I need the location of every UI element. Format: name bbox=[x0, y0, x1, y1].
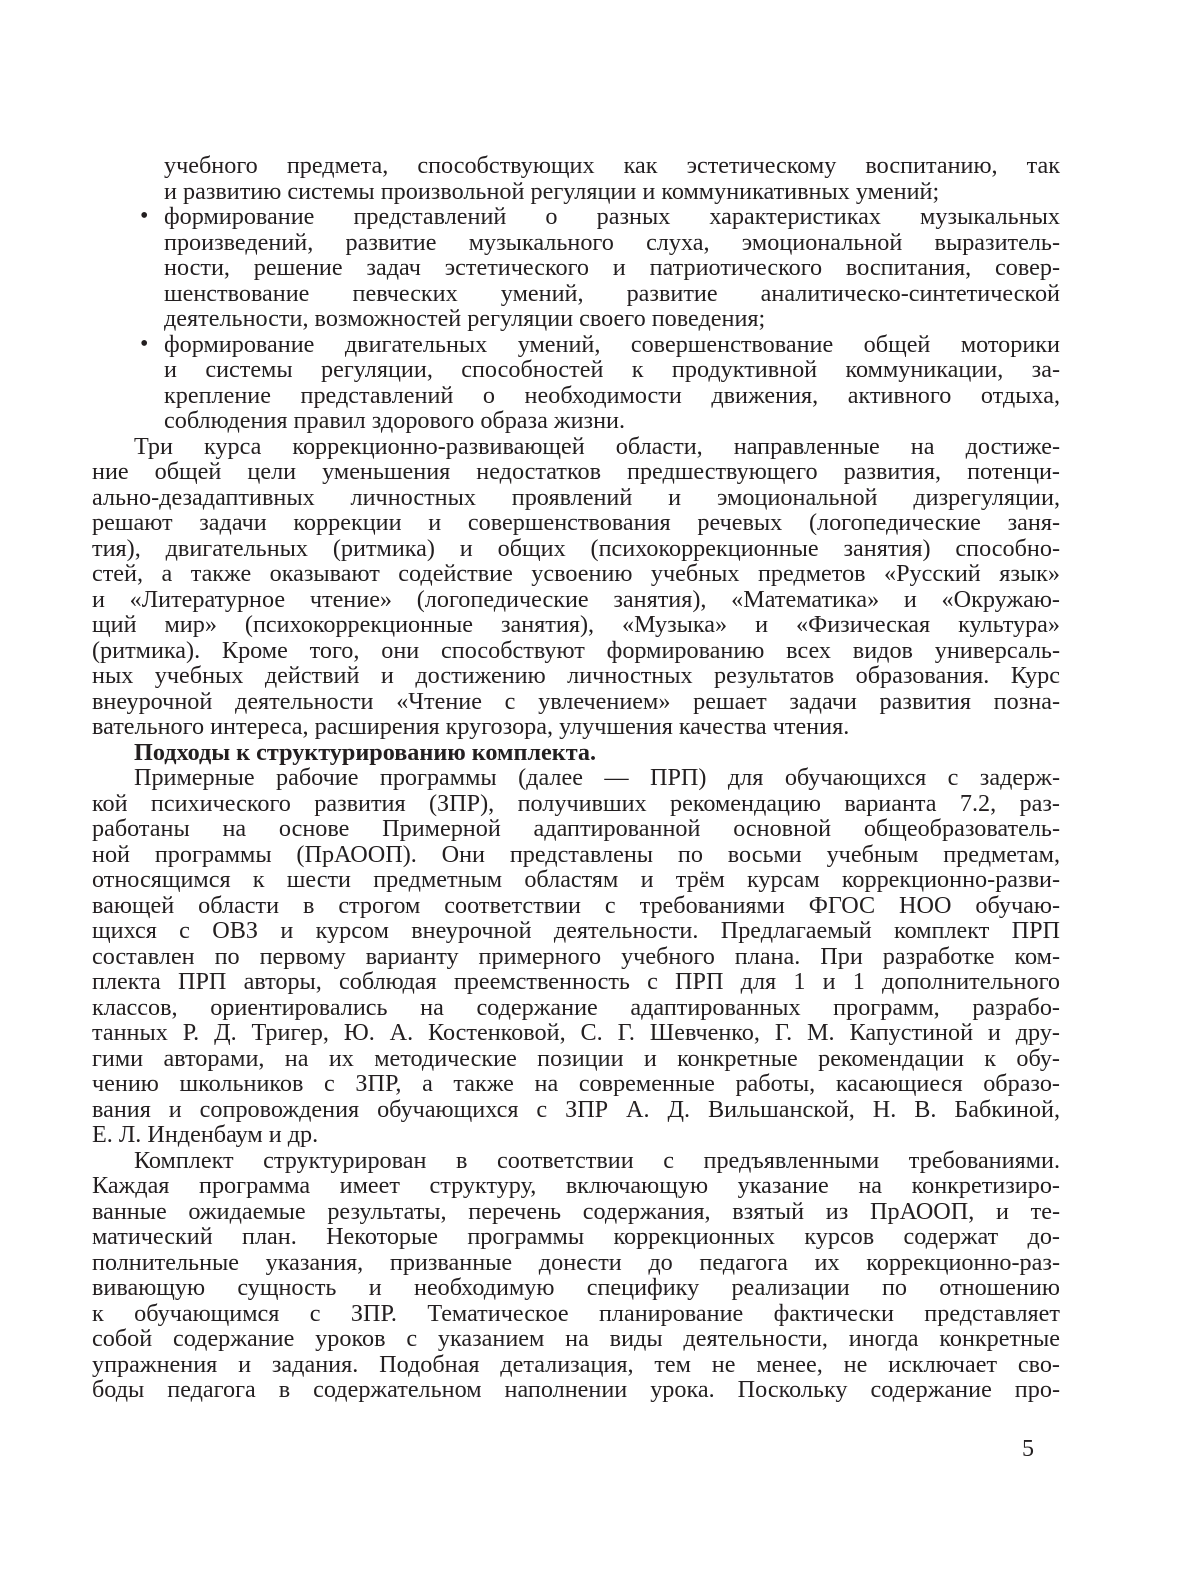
text-line: щихся с ОВЗ и курсом внеурочной деятельности. Предлагаемый комплект ПРП bbox=[92, 917, 1060, 944]
text-line: учебного предмета, способствующих как эстетическому воспитанию, так bbox=[164, 152, 1060, 179]
text-line: (ритмика). Кроме того, они способствуют формированию всех видов универсаль- bbox=[92, 636, 1060, 664]
text-line: собой содержание уроков с указанием на виды деятельности, иногда конкретные bbox=[92, 1325, 1060, 1352]
text-line: ности, решение задач эстетического и патриотического воспитания, совер- bbox=[164, 254, 1060, 281]
text-line: работаны на основе Примерной адаптированной основной общеобразователь- bbox=[92, 815, 1060, 842]
text-line: полнительные указания, призванные донести до педагога их коррекционно-раз- bbox=[92, 1248, 1060, 1276]
text-line: вающей области в строгом соответствии с требованиями ФГОС НОО обучаю- bbox=[92, 891, 1060, 919]
text-line: к обучающимся с ЗПР. Тематическое планирование фактически представляет bbox=[92, 1299, 1060, 1327]
text-line: относящимся к шести предметным областям и трём курсам коррекционно-разви- bbox=[92, 866, 1060, 893]
text-line: упражнения и задания. Подобная детализация, тем не менее, не исключает сво- bbox=[92, 1350, 1060, 1378]
text-line: стей, а также оказывают содействие усвоению учебных предметов «Русский язык» bbox=[92, 560, 1060, 587]
text-line: и системы регуляции, способностей к продуктивной коммуникации, за- bbox=[164, 356, 1060, 383]
text-line: ванные ожидаемые результаты, перечень содержания, взятый из ПрАООП, и те- bbox=[92, 1197, 1060, 1225]
text-line: танных Р. Д. Тригер, Ю. А. Костенковой, С. Г. Шевченко, Г. М. Капустиной и дру- bbox=[92, 1019, 1060, 1046]
text-line: щий мир» (психокоррекционные занятия), «Музыка» и «Физическая культура» bbox=[92, 611, 1060, 638]
text-line: и «Литературное чтение» (логопедические занятия), «Математика» и «Окружаю- bbox=[92, 585, 1060, 613]
text-line: боды педагога в содержательном наполнении урока. Поскольку содержание про- bbox=[92, 1376, 1060, 1403]
list-item bbox=[92, 204, 1060, 230]
text-line: формирование представлений о разных характеристиках музыкальных bbox=[164, 203, 1060, 230]
text-line: Три курса коррекционно-развивающей области, направленные на достиже- bbox=[134, 432, 1060, 460]
text-line: решают задачи коррекции и совершенствования речевых (логопедические заня- bbox=[92, 509, 1060, 536]
text-line: ально-дезадаптивных личностных проявлений и эмоциональной дизрегуляции, bbox=[92, 483, 1060, 511]
text-line: крепление представлений о необходимости движения, активного отдыха, bbox=[164, 381, 1060, 409]
text-line: классов, ориентировались на содержание адаптированных программ, разрабо- bbox=[92, 993, 1060, 1021]
text-line: матический план. Некоторые программы коррекционных курсов содержат до- bbox=[92, 1223, 1060, 1250]
text-line: Примерные рабочие программы (далее — ПРП) для обучающихся с задерж- bbox=[134, 764, 1060, 791]
text-line: соблюдения правил здорового образа жизни. bbox=[164, 407, 626, 434]
text-line: тия), двигательных (ритмика) и общих (психокоррекционные занятия) способно- bbox=[92, 534, 1060, 562]
text-line: вательного интереса, расширения кругозора, улучшения качества чтения. bbox=[92, 713, 850, 740]
text-line: Комплект структурирован в соответствии с предъявленными требованиями. bbox=[134, 1146, 1060, 1174]
text-line: деятельности, возможностей регуляции своего поведения; bbox=[164, 305, 766, 332]
page-text bbox=[92, 153, 1060, 1403]
bullet-icon: • bbox=[140, 330, 149, 357]
text-line: ных учебных действий и достижению личностных результатов образования. Курс bbox=[92, 662, 1060, 689]
text-line: Е. Л. Инденбаум и др. bbox=[92, 1121, 319, 1148]
text-line: составлен по первому варианту примерного учебного плана. При разработке ком- bbox=[92, 942, 1060, 970]
text-line: кой психического развития (ЗПР), получивших рекомендацию варианта 7.2, раз- bbox=[92, 789, 1060, 817]
text-line: вания и сопровождения обучающихся с ЗПР А. Д. Вильшанской, Н. В. Бабкиной, bbox=[92, 1095, 1060, 1123]
text-line: чению школьников с ЗПР, а также на современные работы, касающиеся образо- bbox=[92, 1070, 1060, 1097]
text-line: и развитию системы произвольной регуляции и коммуникативных умений; bbox=[164, 177, 940, 205]
bullet-icon: • bbox=[140, 203, 149, 229]
text-line: плекта ПРП авторы, соблюдая преемственность с ПРП для 1 и 1 дополнительного bbox=[92, 968, 1060, 995]
text-line: ной программы (ПрАООП). Они представлены по восьми учебным предметам, bbox=[92, 840, 1060, 868]
list-item bbox=[92, 332, 1060, 358]
section-heading: Подходы к структурированию комплекта. bbox=[134, 738, 597, 766]
text-line: шенствование певческих умений, развитие аналитическо-синтетической bbox=[164, 279, 1060, 307]
text-line: внеурочной деятельности «Чтение с увлечением» решает задачи развития позна- bbox=[92, 687, 1060, 715]
text-line: гими авторами, на их методические позиции и конкретные рекомендации к обу- bbox=[92, 1044, 1060, 1072]
text-line: произведений, развитие музыкального слуха, эмоциональной выразитель- bbox=[164, 228, 1060, 256]
text-line: ние общей цели уменьшения недостатков предшествующего развития, потенци- bbox=[92, 458, 1060, 485]
text-line: Каждая программа имеет структуру, включающую указание на конкретизиро- bbox=[92, 1172, 1060, 1199]
page-number: 5 bbox=[1022, 1436, 1034, 1462]
text-line: формирование двигательных умений, совершенствование общей моторики bbox=[164, 330, 1060, 358]
text-line: вивающую сущность и необходимую специфику реализации по отношению bbox=[92, 1274, 1060, 1301]
